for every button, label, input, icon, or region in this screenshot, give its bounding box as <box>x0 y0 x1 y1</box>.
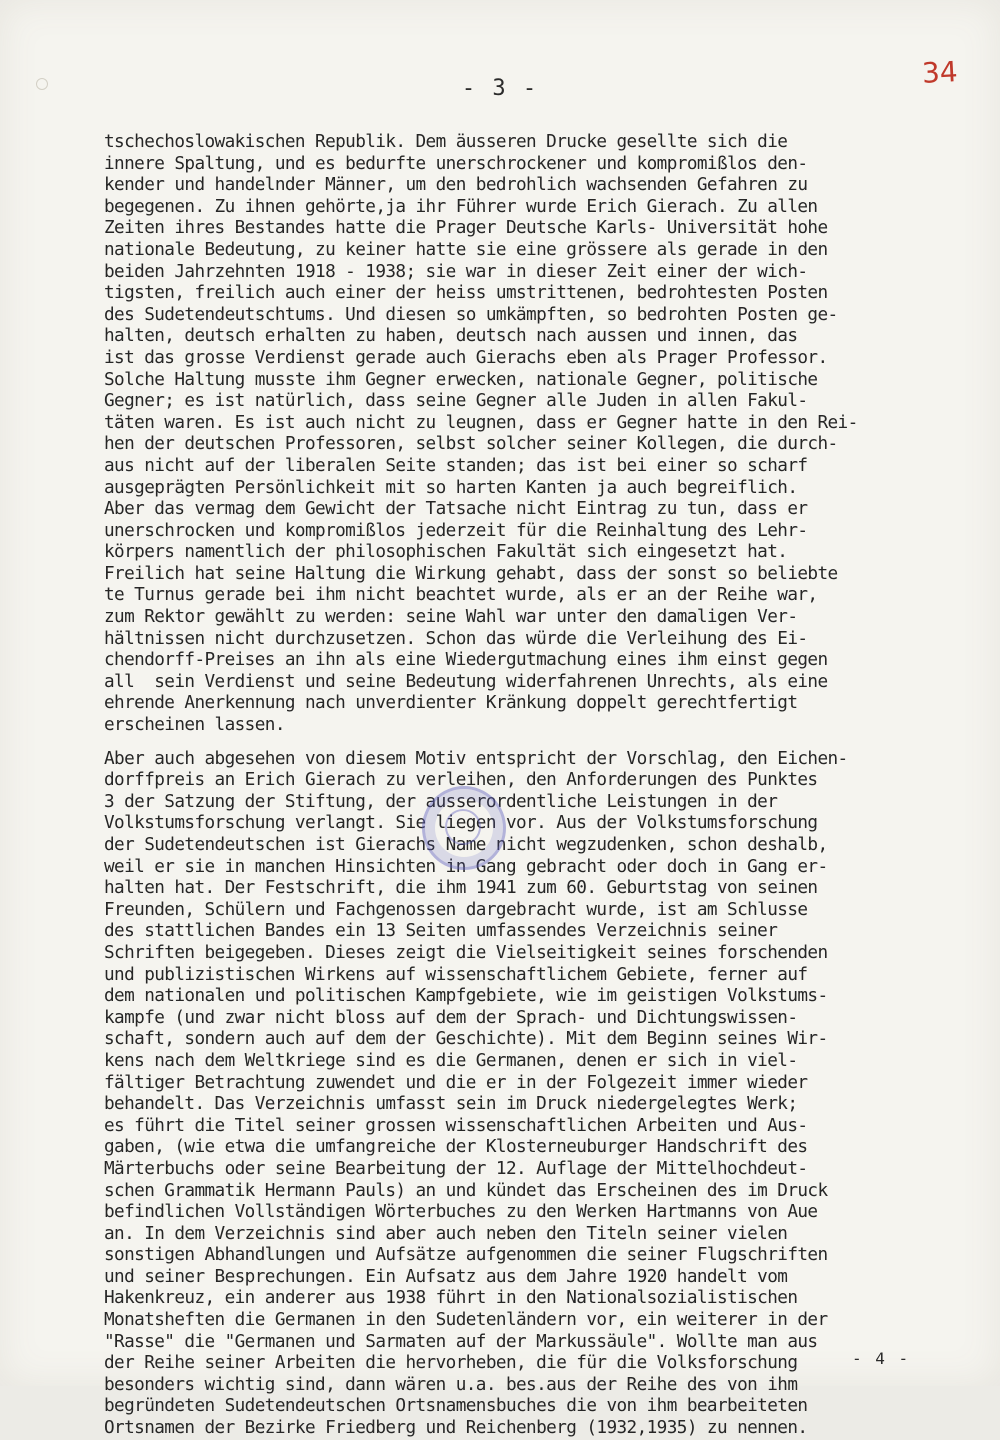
page-number: - 3 - <box>461 76 539 101</box>
text-line: chendorff-Preises an ihn als eine Wiedergutmachung eines ihm einst gegen <box>104 650 828 671</box>
text-line: aus nicht auf der liberalen Seite standen; das ist bei einer so scharf <box>104 455 808 476</box>
text-line: körpers namentlich der philosophischen Fakultät sich eingesetzt hat. <box>104 542 788 563</box>
text-line: sonstigen Abhandlungen und Aufsätze aufgenommen die seiner Flugschriften <box>104 1245 828 1266</box>
text-line: kender und handelnder Männer, um den bedrohlich wachsenden Gefahren zu <box>104 175 808 196</box>
archive-stamp-icon <box>422 786 506 870</box>
text-line: beiden Jahrzehnten 1918 - 1938; sie war in dieser Zeit einer der wich- <box>104 261 808 282</box>
text-line: behandelt. Das Verzeichnis umfasst sein im Druck niedergelegtes Werk; <box>104 1094 798 1115</box>
text-line: gaben, (wie etwa die umfangreiche der Klosterneuburger Handschrift des <box>104 1137 808 1158</box>
text-line: Hakenkreuz, ein anderer aus 1938 führt in den Nationalsozialistischen <box>104 1288 798 1309</box>
text-line: Aber das vermag dem Gewicht der Tatsache nicht Eintrag zu tun, dass er <box>104 499 808 520</box>
text-line: 3 der Satzung der Stiftung, der ausserordentliche Leistungen in der <box>104 791 778 812</box>
text-line: erscheinen lassen. <box>104 715 285 736</box>
paragraph-1 <box>104 132 984 737</box>
text-line: hen der deutschen Professoren, selbst solcher seiner Kollegen, die durch- <box>104 434 838 455</box>
archive-number-handwritten: 34 <box>921 55 959 90</box>
text-line: besonders wichtig sind, dann wären u.a. bes.aus der Reihe des von ihm <box>104 1374 798 1395</box>
text-line: Ortsnamen der Bezirke Friedberg und Reichenberg (1932,1935) zu nennen. <box>104 1418 808 1439</box>
text-line: Freilich hat seine Haltung die Wirkung gehabt, dass der sonst so beliebte <box>104 563 838 584</box>
text-line: begegenen. Zu ihnen gehörte,ja ihr Führer wurde Erich Gierach. Zu allen <box>104 196 818 217</box>
text-line: Freunden, Schülern und Fachgenossen dargebracht wurde, ist am Schlusse <box>104 899 808 920</box>
text-line: unerschrocken und kompromißlos jederzeit für die Reinhaltung des Lehr- <box>104 520 808 541</box>
text-line: der Reihe seiner Arbeiten die hervorheben, die für die Volksforschung <box>104 1353 798 1374</box>
text-line: ehrende Anerkennung nach unverdienter Kränkung doppelt gerechtfertigt <box>104 693 798 714</box>
text-line: halten, deutsch erhalten zu haben, deutsch nach aussen und innen, das <box>104 326 798 347</box>
text-line: weil er sie in manchen Hinsichten in Gang gebracht oder doch in Gang er- <box>104 856 828 877</box>
text-line: halten hat. Der Festschrift, die ihm 1941 zum 60. Geburtstag von seinen <box>104 878 818 899</box>
text-line: Monatsheften die Germanen in den Sudetenländern vor, ein weiterer in der <box>104 1310 828 1331</box>
text-line: Solche Haltung musste ihm Gegner erwecken, nationale Gegner, politische <box>104 369 818 390</box>
document-body <box>104 132 984 1440</box>
text-line: innere Spaltung, und es bedurfte unerschrockener und kompromißlos den- <box>104 153 808 174</box>
text-line: es führt die Titel seiner grossen wissenschaftlichen Arbeiten und Aus- <box>104 1115 808 1136</box>
text-line: fältiger Betrachtung zuwendet und die er in der Folgezeit immer wieder <box>104 1072 808 1093</box>
text-line: zum Rektor gewählt zu werden: seine Wahl war unter den damaligen Ver- <box>104 607 798 628</box>
archive-stamp-inner-ring <box>445 809 481 845</box>
text-line: täten waren. Es ist auch nicht zu leugnen, dass er Gegner hatte in den Rei- <box>104 412 858 433</box>
text-line: Zeiten ihres Bestandes hatte die Prager Deutsche Karls- Universität hohe <box>104 218 828 239</box>
text-line: dorffpreis an Erich Gierach zu verleihen, den Anforderungen des Punktes <box>104 770 818 791</box>
text-line: begründeten Sudetendeutschen Ortsnamensbuches die von ihm bearbeiteten <box>104 1396 808 1417</box>
continuation-marker: - 4 - <box>852 1349 911 1368</box>
text-line: all sein Verdienst und seine Bedeutung widerfahrenen Unrechts, als eine <box>104 671 828 692</box>
text-line: Gegner; es ist natürlich, dass seine Gegner alle Juden in allen Fakul- <box>104 391 808 412</box>
text-line: befindlichen Vollständigen Wörterbuches zu den Werken Hartmanns von Aue <box>104 1202 818 1223</box>
text-line: Märterbuchs oder seine Bearbeitung der 12. Auflage der Mittelhochdeut- <box>104 1158 808 1179</box>
text-line: und seiner Besprechungen. Ein Aufsatz aus dem Jahre 1920 handelt vom <box>104 1266 788 1287</box>
text-line: "Rasse" die "Germanen und Sarmaten auf der Markussäule". Wollte man aus <box>104 1331 818 1352</box>
text-line: tschechoslowakischen Republik. Dem äusseren Drucke gesellte sich die <box>104 132 788 152</box>
text-line: nationale Bedeutung, zu keiner hatte sie eine grössere als gerade in den <box>104 239 828 260</box>
paragraph-2 <box>104 749 984 1440</box>
text-line: hältnissen nicht durchzusetzen. Schon das würde die Verleihung des Ei- <box>104 628 808 649</box>
text-line: schen Grammatik Hermann Pauls) an und kündet das Erscheinen des im Druck <box>104 1180 828 1201</box>
text-line: Schriften beigegeben. Dieses zeigt die Vielseitigkeit seines forschenden <box>104 942 828 963</box>
text-line: dem nationalen und politischen Kampfgebiete, wie im geistigen Volkstums- <box>104 986 828 1007</box>
text-line: Aber auch abgesehen von diesem Motiv entspricht der Vorschlag, den Eichen- <box>104 748 848 769</box>
text-line: ausgeprägten Persönlichkeit mit so harten Kanten ja auch begreiflich. <box>104 477 798 498</box>
text-line: der Sudetendeutschen ist Gierachs Name nicht wegzudenken, schon deshalb, <box>104 835 828 855</box>
text-line: schaft, sondern auch auf dem der Geschichte). Mit dem Beginn seines Wir- <box>104 1029 828 1050</box>
text-line: an. In dem Verzeichnis sind aber auch neben den Titeln seiner vielen <box>104 1223 788 1244</box>
text-line: des stattlichen Bandes ein 13 Seiten umfassendes Verzeichnis seiner <box>104 921 778 942</box>
text-line: kampfe (und zwar nicht bloss auf dem der Sprach- und Dichtungswissen- <box>104 1007 798 1028</box>
text-line: ist das grosse Verdienst gerade auch Gierachs eben als Prager Professor. <box>104 347 828 368</box>
text-line: tigsten, freilich auch einer der heiss umstrittenen, bedrohtesten Posten <box>104 283 828 304</box>
text-line: kens nach dem Weltkriege sind es die Germanen, denen er sich in viel- <box>104 1050 798 1071</box>
text-line: des Sudetendeutschtums. Und diesen so umkämpften, so bedrohten Posten ge- <box>104 304 838 325</box>
text-line: und publizistischen Wirkens auf wissenschaftlichem Gebiete, ferner auf <box>104 964 808 985</box>
text-line: te Turnus gerade bei ihm nicht beachtet wurde, als er an der Reihe war, <box>104 585 818 606</box>
text-line: Volkstumsforschung verlangt. Sie liegen vor. Aus der Volkstumsforschung <box>104 813 818 834</box>
